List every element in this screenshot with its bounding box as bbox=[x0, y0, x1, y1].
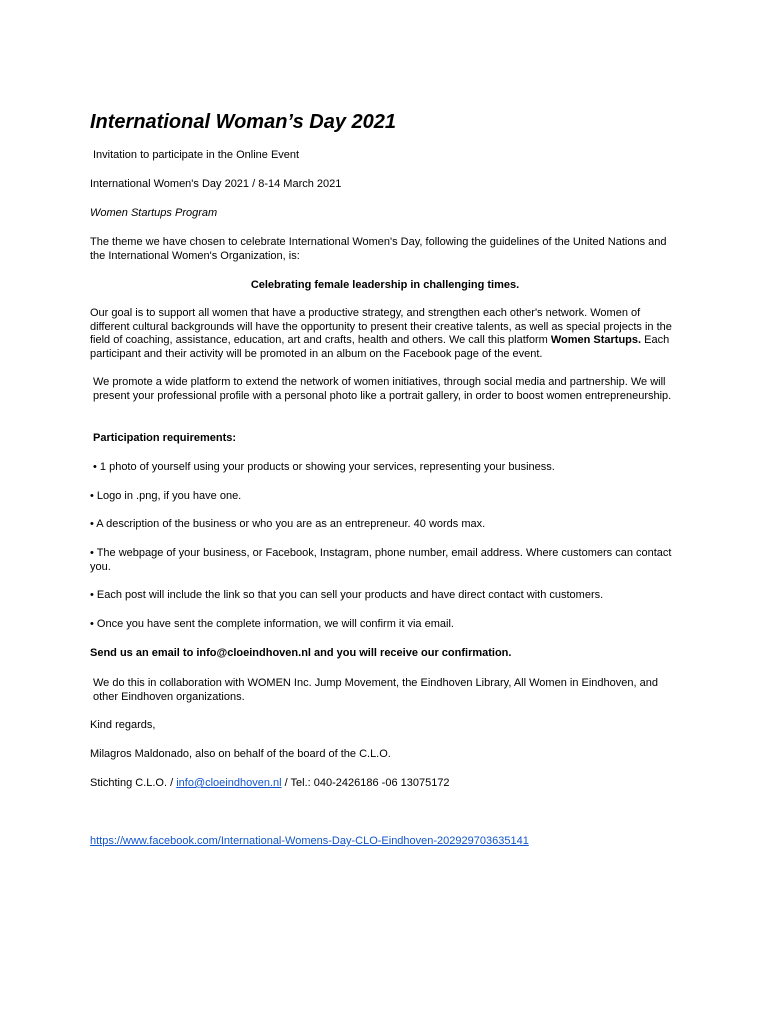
facebook-link-line bbox=[90, 835, 680, 849]
facebook-link[interactable]: https://www.facebook.com/International-Womens-Day-CLO-Eindhoven-202929703635141 bbox=[90, 835, 529, 847]
goal-paragraph bbox=[90, 307, 680, 361]
requirement-item: • The webpage of your business, or Facebook, Instagram, phone number, email address. Where customers can contact you. bbox=[90, 547, 672, 573]
requirements-heading: Participation requirements: bbox=[93, 432, 237, 444]
theme-paragraph: The theme we have chosen to celebrate International Women's Day, following the guidelines of the United Nations and the International Women's Organization, is: bbox=[90, 236, 667, 262]
requirement-item: • Once you have sent the complete information, we will confirm it via email. bbox=[90, 618, 454, 630]
document-title: International Woman’s Day 2021 bbox=[90, 111, 397, 133]
platform-name: Women Startups. bbox=[550, 334, 642, 346]
requirement-item: • A description of the business or who you are as an entrepreneur. 40 words max. bbox=[90, 518, 486, 530]
requirement-item: • 1 photo of yourself using your products or showing your services, representing your business. bbox=[93, 461, 555, 473]
contact-line bbox=[90, 777, 680, 791]
contact-prefix: Stichting C.L.O. / bbox=[90, 777, 177, 789]
requirement-item: • Logo in .png, if you have one. bbox=[90, 490, 242, 502]
goal-text-after: Each participant and their activity will be promoted in an album on the Facebook page of the event. bbox=[90, 334, 670, 360]
theme-headline: Celebrating female leadership in challenging times. bbox=[250, 279, 520, 291]
signature-line: Milagros Maldonado, also on behalf of the board of the C.L.O. bbox=[90, 748, 391, 760]
program-name: Women Startups Program bbox=[90, 207, 218, 219]
invitation-line: Invitation to participate in the Online Event bbox=[93, 149, 300, 161]
event-dates-line: International Women's Day 2021 / 8-14 March 2021 bbox=[90, 178, 342, 190]
collaboration-paragraph: We do this in collaboration with WOMEN Inc. Jump Movement, the Eindhoven Library, All Women in Eindhoven, and other Eindhoven organizations. bbox=[93, 677, 658, 703]
closing-regards: Kind regards, bbox=[90, 719, 156, 731]
promote-paragraph: We promote a wide platform to extend the network of women initiatives, through social media and partnership. We will present your professional profile with a personal photo like a portrait gallery, in order to boost women entrepreneurship. bbox=[93, 376, 672, 402]
send-email-instruction: Send us an email to info@cloeindhoven.nl and you will receive our confirmation. bbox=[90, 647, 512, 659]
contact-email-link[interactable]: info@cloeindhoven.nl bbox=[176, 777, 282, 789]
goal-text: Our goal is to support all women that have a productive strategy, and strengthen each other's network. Women of different cultural backgrounds will have the opportunity to present their creative talents, as well as special projects in the field of coaching, assistance, education, art and crafts, health and others. We call this platform bbox=[90, 307, 672, 346]
contact-suffix: / Tel.: 040-2426186 -06 13075172 bbox=[281, 777, 450, 789]
requirement-item: • Each post will include the link so that you can sell your products and have direct contact with customers. bbox=[90, 589, 604, 601]
